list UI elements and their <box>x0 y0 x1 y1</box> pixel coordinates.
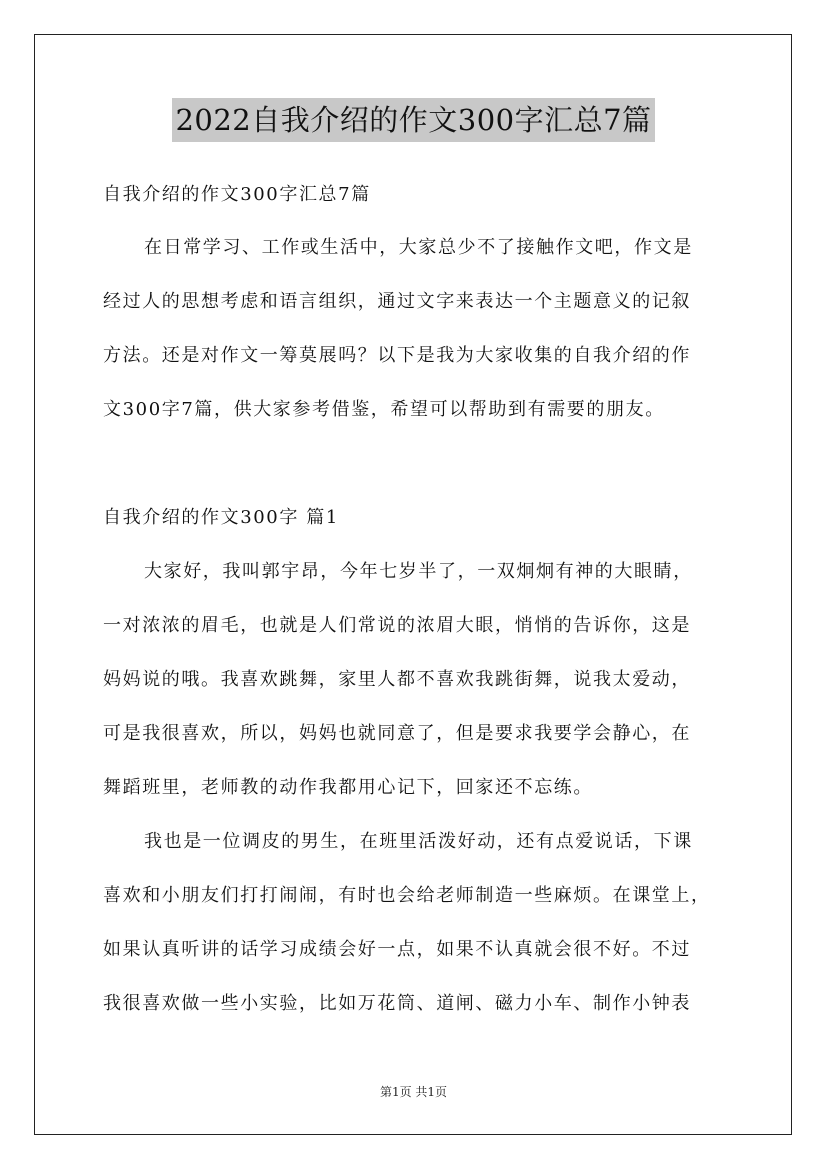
paragraph1-line-3: 妈妈说的哦。我喜欢跳舞，家里人都不喜欢我跳街舞，说我太爱动， <box>103 669 691 690</box>
intro-line-4: 文300字7篇，供大家参考借鉴，希望可以帮助到有需要的朋友。 <box>103 399 665 420</box>
paragraph1-line-4: 可是我很喜欢，所以，妈妈也就同意了，但是要求我要学会静心，在 <box>103 723 691 744</box>
paragraph1-line-5: 舞蹈班里，老师教的动作我都用心记下，回家还不忘练。 <box>103 777 593 798</box>
paragraph1-line-2: 一对浓浓的眉毛，也就是人们常说的浓眉大眼，悄悄的告诉你，这是 <box>103 615 691 636</box>
page-footer: 第1页 共1页 <box>379 1085 448 1099</box>
document-subtitle: 自我介绍的作文300字汇总7篇 <box>103 184 371 205</box>
paragraph1-line-1: 大家好，我叫郭宇昂，今年七岁半了，一双炯炯有神的大眼睛， <box>144 561 693 582</box>
paragraph2-line-4: 我很喜欢做一些小实验，比如万花筒、道闸、磁力小车、制作小钟表 <box>103 993 691 1014</box>
intro-line-3: 方法。还是对作文一筹莫展吗？以下是我为大家收集的自我介绍的作 <box>103 345 691 366</box>
paragraph2-line-1: 我也是一位调皮的男生，在班里活泼好动，还有点爱说话，下课 <box>144 831 693 852</box>
document-title: 2022自我介绍的作文300字汇总7篇 <box>172 98 654 142</box>
intro-line-1: 在日常学习、工作或生活中，大家总少不了接触作文吧，作文是 <box>144 237 693 258</box>
section-heading: 自我介绍的作文300字 篇1 <box>103 507 339 528</box>
paragraph2-line-3: 如果认真听讲的话学习成绩会好一点，如果不认真就会很不好。不过 <box>103 939 691 960</box>
paragraph2-line-2: 喜欢和小朋友们打打闹闹，有时也会给老师制造一些麻烦。在课堂上， <box>103 885 711 906</box>
intro-line-2: 经过人的思想考虑和语言组织，通过文字来表达一个主题意义的记叙 <box>103 291 691 312</box>
title-container <box>0 98 827 142</box>
